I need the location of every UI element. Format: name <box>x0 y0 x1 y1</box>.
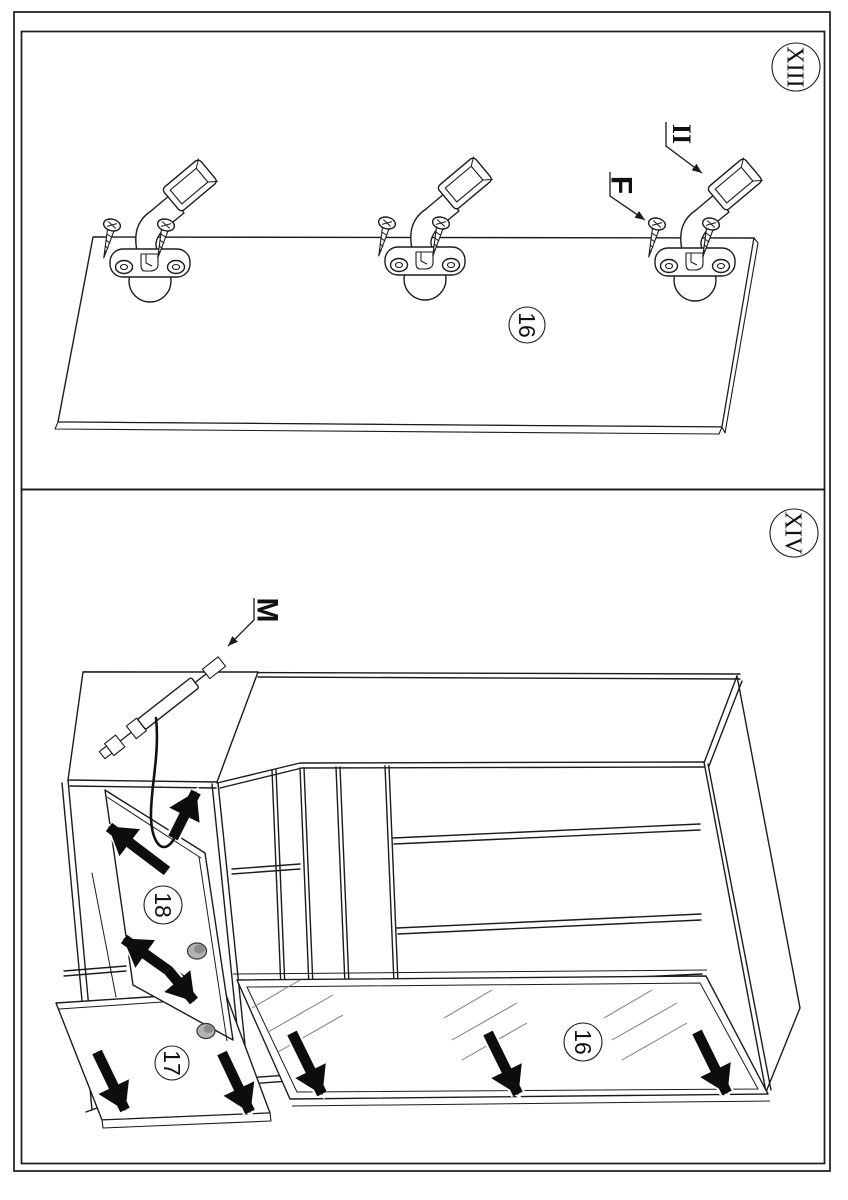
label-hinge-II <box>666 122 702 173</box>
part-number-18: 18 <box>149 892 176 918</box>
step-14-badge <box>770 509 818 557</box>
part-number-16: 16 <box>513 312 540 338</box>
step-14-panel <box>56 509 818 1128</box>
hardware-roman-II: II <box>666 123 696 145</box>
part-badge-16 <box>509 307 545 343</box>
step-14-numeral: XIV <box>779 511 806 555</box>
hardware-letter-F: F <box>604 175 638 195</box>
door-17 <box>56 992 271 1128</box>
part-number-16: 16 <box>569 1029 596 1055</box>
door-knob <box>188 943 207 959</box>
door-knob <box>197 1024 215 1039</box>
part-number-17: 17 <box>158 1050 185 1076</box>
step-13-numeral: XIII <box>781 46 808 88</box>
step-13-badge <box>772 43 820 91</box>
hardware-letter-M: M <box>250 597 284 623</box>
label-screw-F <box>605 172 646 220</box>
step-13-panel <box>55 43 820 434</box>
